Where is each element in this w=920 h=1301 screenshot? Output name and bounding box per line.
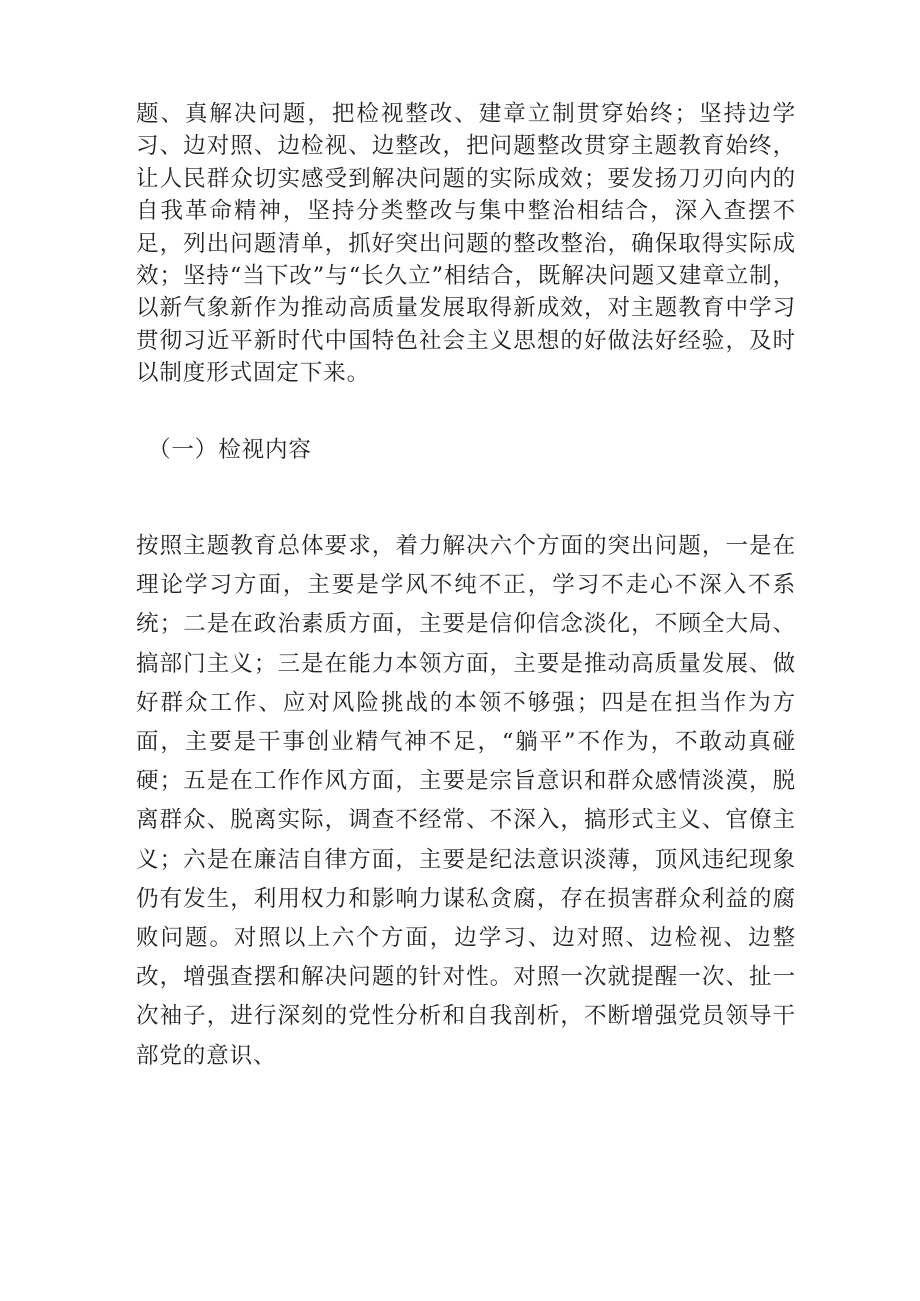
body-paragraph-1: 题、真解决问题，把检视整改、建章立制贯穿始终；坚持边学习、边对照、边检视、边整改，把问题整改贯穿主题教育始终，让人民群众切实感受到解决问题的实际成效；要发扬刀刃向内的自我革命精神，坚持分类整改与集中整治相结合，深入查摆不足，列出问题清单，抓好突出问题的整改整治，确保取得实际成效；坚持“当下改”与“长久立”相结合，既解决问题又建章立制，以新气象新作为推动高质量发展取得新成效，对主题教育中学习贯彻习近平新时代中国特色社会主义思想的好做法好经验，及时以制度形式固定下来。 <box>136 101 796 387</box>
section-heading: （一）检视内容 <box>148 437 312 463</box>
body-paragraph-2: 按照主题教育总体要求，着力解决六个方面的突出问题，一是在理论学习方面，主要是学风不纯不正，学习不走心不深入不系统；二是在政治素质方面，主要是信仰信念淡化，不顾全大局、搞部门主义；三是在能力本领方面，主要是推动高质量发展、做好群众工作、应对风险挑战的本领不够强；四是在担当作为方面，主要是干事创业精气神不足，“躺平”不作为，不敢动真碰硬；五是在工作作风方面，主要是宗旨意识和群众感情淡漠，脱离群众、脱离实际，调查不经常、不深入，搞形式主义、官僚主义；六是在廉洁自律方面，主要是纪法意识淡薄，顶风违纪现象仍有发生，利用权力和影响力谋私贪腐，存在损害群众利益的腐败问题。对照以上六个方面，边学习、边对照、边检视、边整改，增强查摆和解决问题的针对性。对照一次就提醒一次、扯一次袖子，进行深刻的党性分析和自我剖析，不断增强党员领导干部党的意识、 <box>136 533 796 1069</box>
